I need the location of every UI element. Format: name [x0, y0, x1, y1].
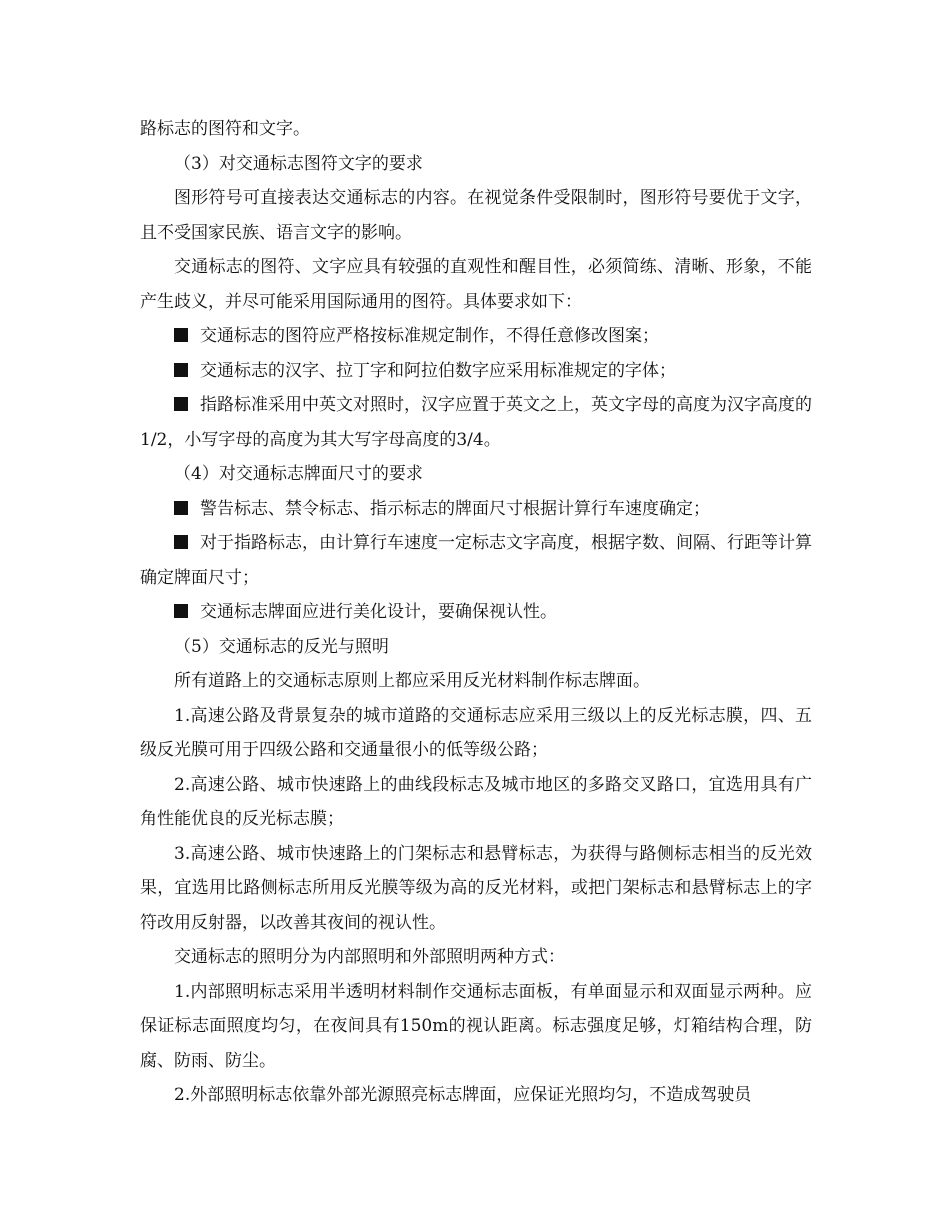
paragraph: 2.外部照明标志依靠外部光源照亮标志牌面，应保证光照均匀，不造成驾驶员	[174, 1085, 752, 1105]
square-bullet-icon	[174, 328, 188, 342]
section-heading-5: （5）交通标志的反光与照明	[174, 636, 389, 657]
paragraph: 3.高速公路、城市快速路上的门架标志和悬臂标志，为获得与路侧标志相当的反光效果，宜选用比路侧标志所用反光膜等级为高的反光材料，或把门架标志和悬臂标志上的字符改用反射器，以改善其夜间的视认性。	[140, 843, 812, 933]
bullet-text: 交通标志牌面应进行美化设计，要确保视认性。	[200, 602, 557, 622]
document-body	[140, 112, 812, 1113]
bullet-item	[140, 526, 812, 595]
bullet-text: 警告标志、禁令标志、指示标志的牌面尺寸根据计算行车速度确定；	[200, 498, 710, 519]
bullet-text: 交通标志的图符应严格按标准规定制作，不得任意修改图案；	[200, 326, 659, 346]
paragraph: 2.高速公路、城市快速路上的曲线段标志及城市地区的多路交叉路口，宜选用具有广角性能优良的反光标志膜；	[140, 774, 812, 829]
square-bullet-icon	[174, 604, 188, 618]
square-bullet-icon	[174, 501, 188, 515]
bullet-item	[140, 354, 812, 389]
bullet-text: 交通标志的汉字、拉丁字和阿拉伯数字应采用标准规定的字体；	[200, 360, 676, 381]
paragraph: 交通标志的图符、文字应具有较强的直观性和醒目性，必须简练、清晰、形象，不能产生歧义，并尽可能采用国际通用的图符。具体要求如下：	[140, 257, 812, 312]
square-bullet-icon	[174, 535, 188, 549]
bullet-item	[140, 319, 812, 354]
bullet-text: 对于指路标志，由计算行车速度一定标志文字高度，根据字数、间隔、行距等计算确定牌面尺寸；	[140, 533, 812, 588]
paragraph: 1.内部照明标志采用半透明材料制作交通标志面板，有单面显示和双面显示两种。应保证标志面照度均匀，在夜间具有150m的视认距离。标志强度足够，灯箱结构合理，防腐、防雨、防尘。	[140, 981, 812, 1071]
section-heading-4: （4）对交通标志牌面尺寸的要求	[174, 464, 423, 484]
paragraph: 所有道路上的交通标志原则上都应采用反光材料制作标志牌面。	[174, 671, 650, 691]
square-bullet-icon	[174, 363, 188, 377]
paragraph: 图形符号可直接表达交通标志的内容。在视觉条件受限制时，图形符号要优于文字，且不受国家民族、语言文字的影响。	[140, 188, 812, 243]
paragraph: 1.高速公路及背景复杂的城市道路的交通标志应采用三级以上的反光标志膜，四、五级反光膜可用于四级公路和交通量很小的低等级公路；	[140, 705, 812, 760]
section-heading-3: （3）对交通标志图符文字的要求	[174, 153, 423, 174]
bullet-item	[140, 492, 812, 527]
paragraph-continuation: 路标志的图符和文字。	[140, 119, 310, 139]
bullet-item	[140, 388, 812, 457]
paragraph: 交通标志的照明分为内部照明和外部照明两种方式：	[174, 947, 565, 967]
bullet-item	[140, 595, 812, 630]
bullet-text: 指路标准采用中英文对照时，汉字应置于英文之上，英文字母的高度为汉字高度的1/2，小写字母的高度为其大写字母高度的3/4。	[140, 395, 812, 450]
square-bullet-icon	[174, 397, 188, 411]
